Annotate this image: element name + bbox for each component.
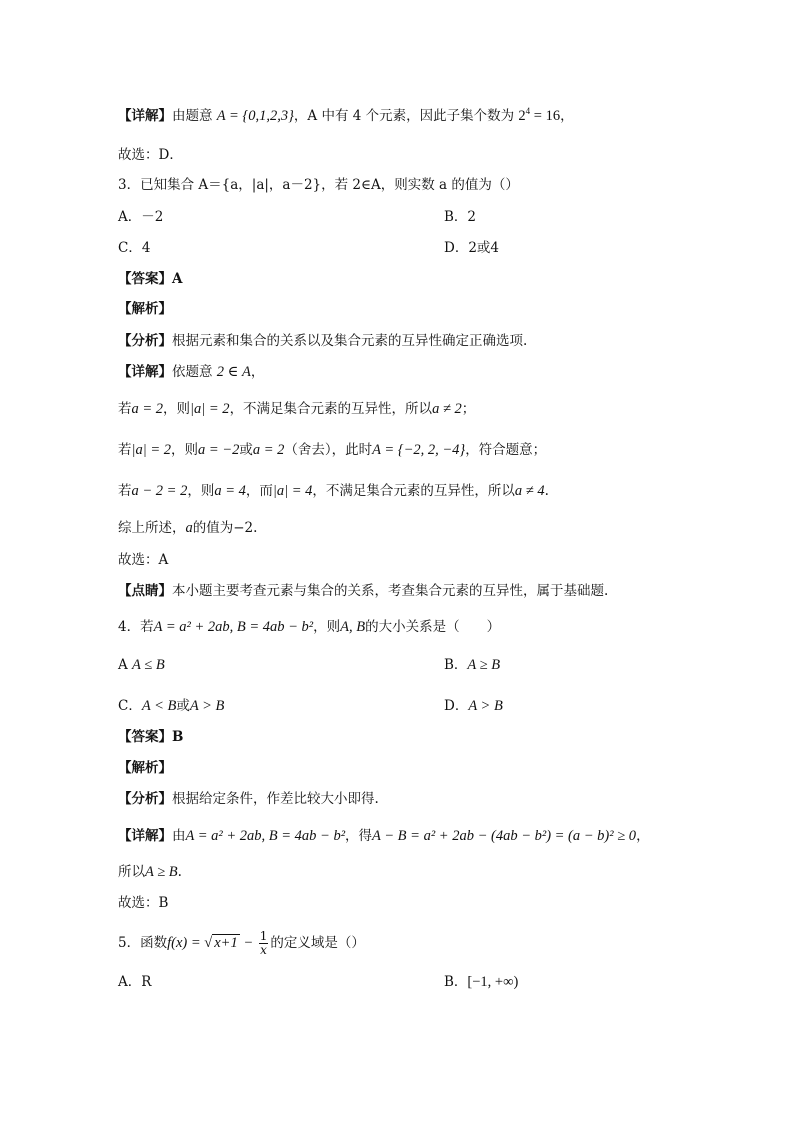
q3-analysis-label: 【解析】 [118, 301, 172, 317]
text: ，则 [187, 483, 215, 499]
text: 由 [172, 828, 186, 844]
q2-detail [118, 106, 574, 126]
text: ， [560, 108, 574, 124]
math: a ≠ 2 [432, 401, 462, 417]
q4-option-a [118, 655, 165, 675]
math: [−1, +∞) [467, 974, 519, 990]
q3-option-a: A．－2 [118, 209, 164, 225]
math: a = −2 [198, 442, 240, 458]
text: （舍去），此时 [284, 442, 373, 458]
math-set: A = {0,1,2,3} [216, 108, 294, 124]
math-power: $2^4 = 16$ [518, 106, 561, 124]
math: a = 2 [252, 442, 285, 458]
q5-option-b [444, 972, 518, 992]
text: A [118, 657, 128, 673]
q3-option-c: C．4 [118, 240, 151, 256]
text: ， [250, 364, 265, 380]
text: 5．函数 [118, 935, 168, 951]
q4-option-d [444, 696, 503, 716]
text: 若 [118, 401, 132, 417]
text: ； [461, 401, 476, 417]
text: 的大小关系是（ ） [365, 619, 501, 635]
q3-option-d: D．2或4 [444, 240, 500, 256]
q4-analysis [118, 789, 379, 809]
math: A = a² + 2ab, B = 4ab − b² [153, 619, 314, 635]
text: 所以 [118, 864, 145, 880]
math: |a| = 2 [131, 442, 172, 458]
text: 本小题主要考查元素与集合的关系，考查集合元素的互异性，属于基础题. [172, 583, 609, 599]
q4-detail [118, 826, 650, 846]
math: A > B [189, 698, 225, 714]
q3-case3 [118, 481, 549, 501]
text: ， [636, 828, 650, 844]
q3-stem: 3．已知集合 A＝{a，|a|，a－2}，若 2∈A，则实数 a 的值为（） [118, 177, 519, 193]
q3-analysis [118, 331, 527, 351]
text: 的定义域是（） [270, 935, 365, 951]
q4-choice: 故选：B [118, 895, 169, 911]
math: a − 2 = 2 [131, 483, 188, 499]
math: |a| = 4 [272, 483, 313, 499]
math: A = {−2, 2, −4} [372, 442, 466, 458]
q4-option-c [118, 696, 224, 716]
text: C． [118, 698, 142, 714]
q4-stem [118, 617, 500, 637]
math: A > B [468, 698, 503, 714]
q3-summary [118, 518, 257, 538]
analysis-head: 【分析】 [118, 791, 172, 807]
math: A − B = a² + 2ab − (4ab − b²) = (a − b)² ≥ 0 [372, 828, 637, 844]
text: 根据给定条件，作差比较大小即得. [172, 791, 379, 807]
q2-choice: 故选：D． [118, 147, 183, 163]
math: f(x) = [167, 935, 205, 951]
text: 依题意 [172, 364, 213, 380]
q4-answer: 【答案】B [118, 729, 184, 745]
q4-option-b [444, 655, 500, 675]
math: A = a² + 2ab, B = 4ab − b² [185, 828, 346, 844]
text: 综上所述， [118, 520, 186, 536]
text: . [177, 864, 182, 880]
detail-label: 【详解】 [118, 828, 172, 844]
math: a [185, 520, 193, 536]
text: ，则 [313, 619, 341, 635]
text: 或 [176, 698, 190, 714]
math: A, B [340, 619, 366, 635]
q3-case2 [118, 440, 546, 460]
math: a = 4 [214, 483, 246, 499]
comment-label: 【点睛】 [118, 583, 172, 599]
text: ，得 [345, 828, 373, 844]
math: A ≥ B [145, 864, 178, 880]
text: 或 [239, 442, 253, 458]
text: ，符合题意； [465, 442, 547, 458]
text: B． [444, 974, 468, 990]
text: ，不满足集合元素的互异性，所以 [229, 401, 433, 417]
math: |a| = 2 [190, 401, 230, 417]
detail-label: 【详解】 [118, 108, 172, 124]
analysis-head: 【分析】 [118, 333, 172, 349]
q3-answer: 【答案】A [118, 271, 183, 287]
math-sqrt: √ x+1 [204, 935, 238, 951]
text: 的值为−2. [192, 520, 258, 536]
text: 若 [118, 483, 132, 499]
math: A ≥ B [467, 657, 501, 673]
math: − [239, 935, 257, 951]
math: A ≤ B [132, 657, 165, 673]
text: . [544, 483, 549, 499]
text: ，A 中有 4 个元素，因此子集个数为 [293, 108, 515, 124]
text: D． [444, 698, 469, 714]
text: 根据元素和集合的关系以及集合元素的互异性确定正确选项. [172, 333, 528, 349]
q3-option-b: B．2 [444, 209, 477, 225]
q3-comment [118, 581, 608, 601]
q3-choice: 故选：A [118, 552, 169, 568]
q5-stem [118, 930, 365, 957]
math: A < B [141, 698, 177, 714]
q4-conclusion [118, 862, 182, 882]
text: 由题意 [172, 108, 213, 124]
text: ，则 [171, 442, 199, 458]
text: 若 [118, 442, 132, 458]
q5-option-a: A．R [118, 974, 152, 990]
q4-analysis-label: 【解析】 [118, 760, 172, 776]
text: ，而 [245, 483, 273, 499]
math: 2 ∈ A [216, 364, 251, 380]
q3-detail [118, 362, 264, 382]
text: B． [444, 657, 468, 673]
math: a ≠ 4 [514, 483, 545, 499]
detail-label: 【详解】 [118, 364, 172, 380]
text: ，不满足集合元素的互异性，所以 [312, 483, 515, 499]
math: a = 2 [131, 401, 164, 417]
text: ，则 [163, 401, 191, 417]
q3-case1 [118, 399, 475, 419]
math-fraction: $\frac{1}{x}$ [259, 929, 268, 957]
text: 4．若 [118, 619, 154, 635]
